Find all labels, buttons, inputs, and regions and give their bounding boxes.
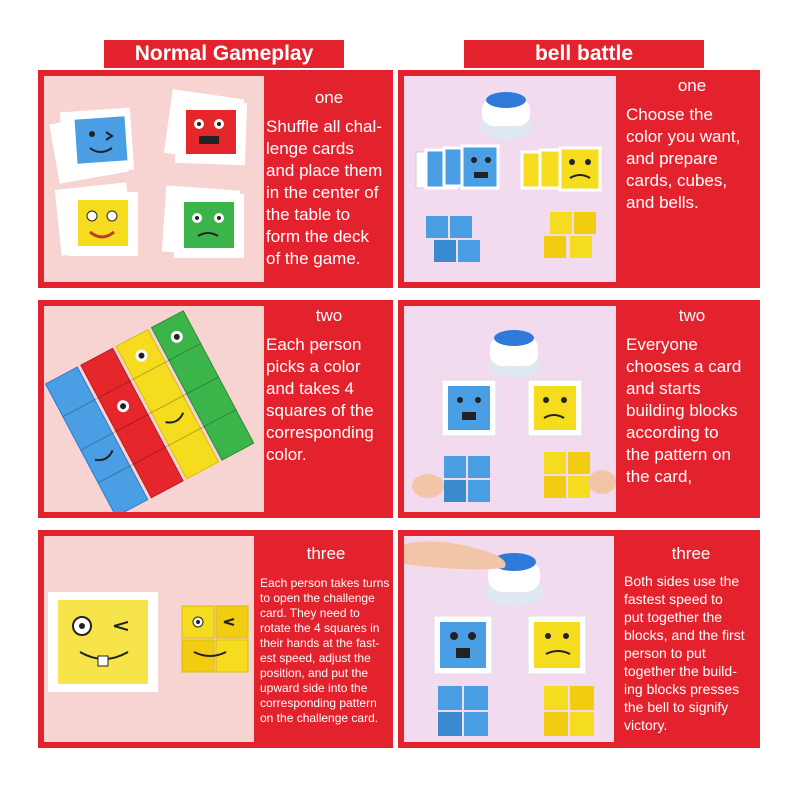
step-description: Shuffle all chal- lenge cards and place them in the center of the table to form the deck of the game.	[266, 117, 383, 268]
step-label: one	[314, 88, 344, 107]
photo-shuffled-cards	[44, 76, 264, 282]
panel-normal-three	[38, 530, 393, 748]
text-bell-three	[624, 544, 758, 734]
step-description: Choose the color you want, and prepare cards, cubes, and bells.	[626, 105, 741, 212]
photo-cube-columns	[44, 306, 264, 512]
header-normal-gameplay: Normal Gameplay	[104, 40, 344, 68]
panel-normal-two	[38, 300, 393, 518]
panel-bell-two	[398, 300, 760, 518]
cards-illustration	[44, 76, 264, 282]
step-description: Both sides use the fastest speed to put together the blocks, and the first person to put together the build- ing blocks presses the bell to signify victory.	[624, 573, 745, 733]
building-blocks-illustration	[404, 306, 616, 512]
photo-building-blocks	[404, 306, 616, 512]
photo-card-and-cube	[44, 536, 254, 742]
step-label: two	[315, 306, 343, 325]
panel-bell-one	[398, 70, 760, 288]
text-bell-one	[626, 76, 758, 214]
panel-normal-one	[38, 70, 393, 288]
text-normal-one	[266, 88, 392, 270]
text-normal-three	[260, 544, 392, 726]
step-description: Each person takes turns to open the challenge card. They need to rotate the 4 squares in their hands at the fast- est speed, adjust the position, and put the upward side into the corresponding pattern on the challenge card.	[260, 576, 390, 725]
photo-press-bell	[404, 536, 614, 742]
step-label: three	[671, 544, 711, 563]
panel-bell-three	[398, 530, 760, 748]
step-label: one	[677, 76, 707, 95]
step-description: Each person picks a color and takes 4 squares of the corresponding color.	[266, 335, 374, 464]
bell-cards-cubes-illustration	[404, 76, 616, 282]
text-normal-two	[266, 306, 392, 466]
photo-prepare-items	[404, 76, 616, 282]
step-description: Everyone chooses a card and starts building blocks according to the pattern on the card,	[626, 335, 742, 486]
step-label: three	[306, 544, 346, 563]
card-cube-illustration	[44, 536, 254, 742]
press-bell-illustration	[404, 536, 614, 742]
text-bell-two	[626, 306, 758, 488]
header-bell-battle: bell battle	[464, 40, 704, 68]
cube-columns-illustration	[44, 306, 264, 512]
step-label: two	[678, 306, 706, 325]
